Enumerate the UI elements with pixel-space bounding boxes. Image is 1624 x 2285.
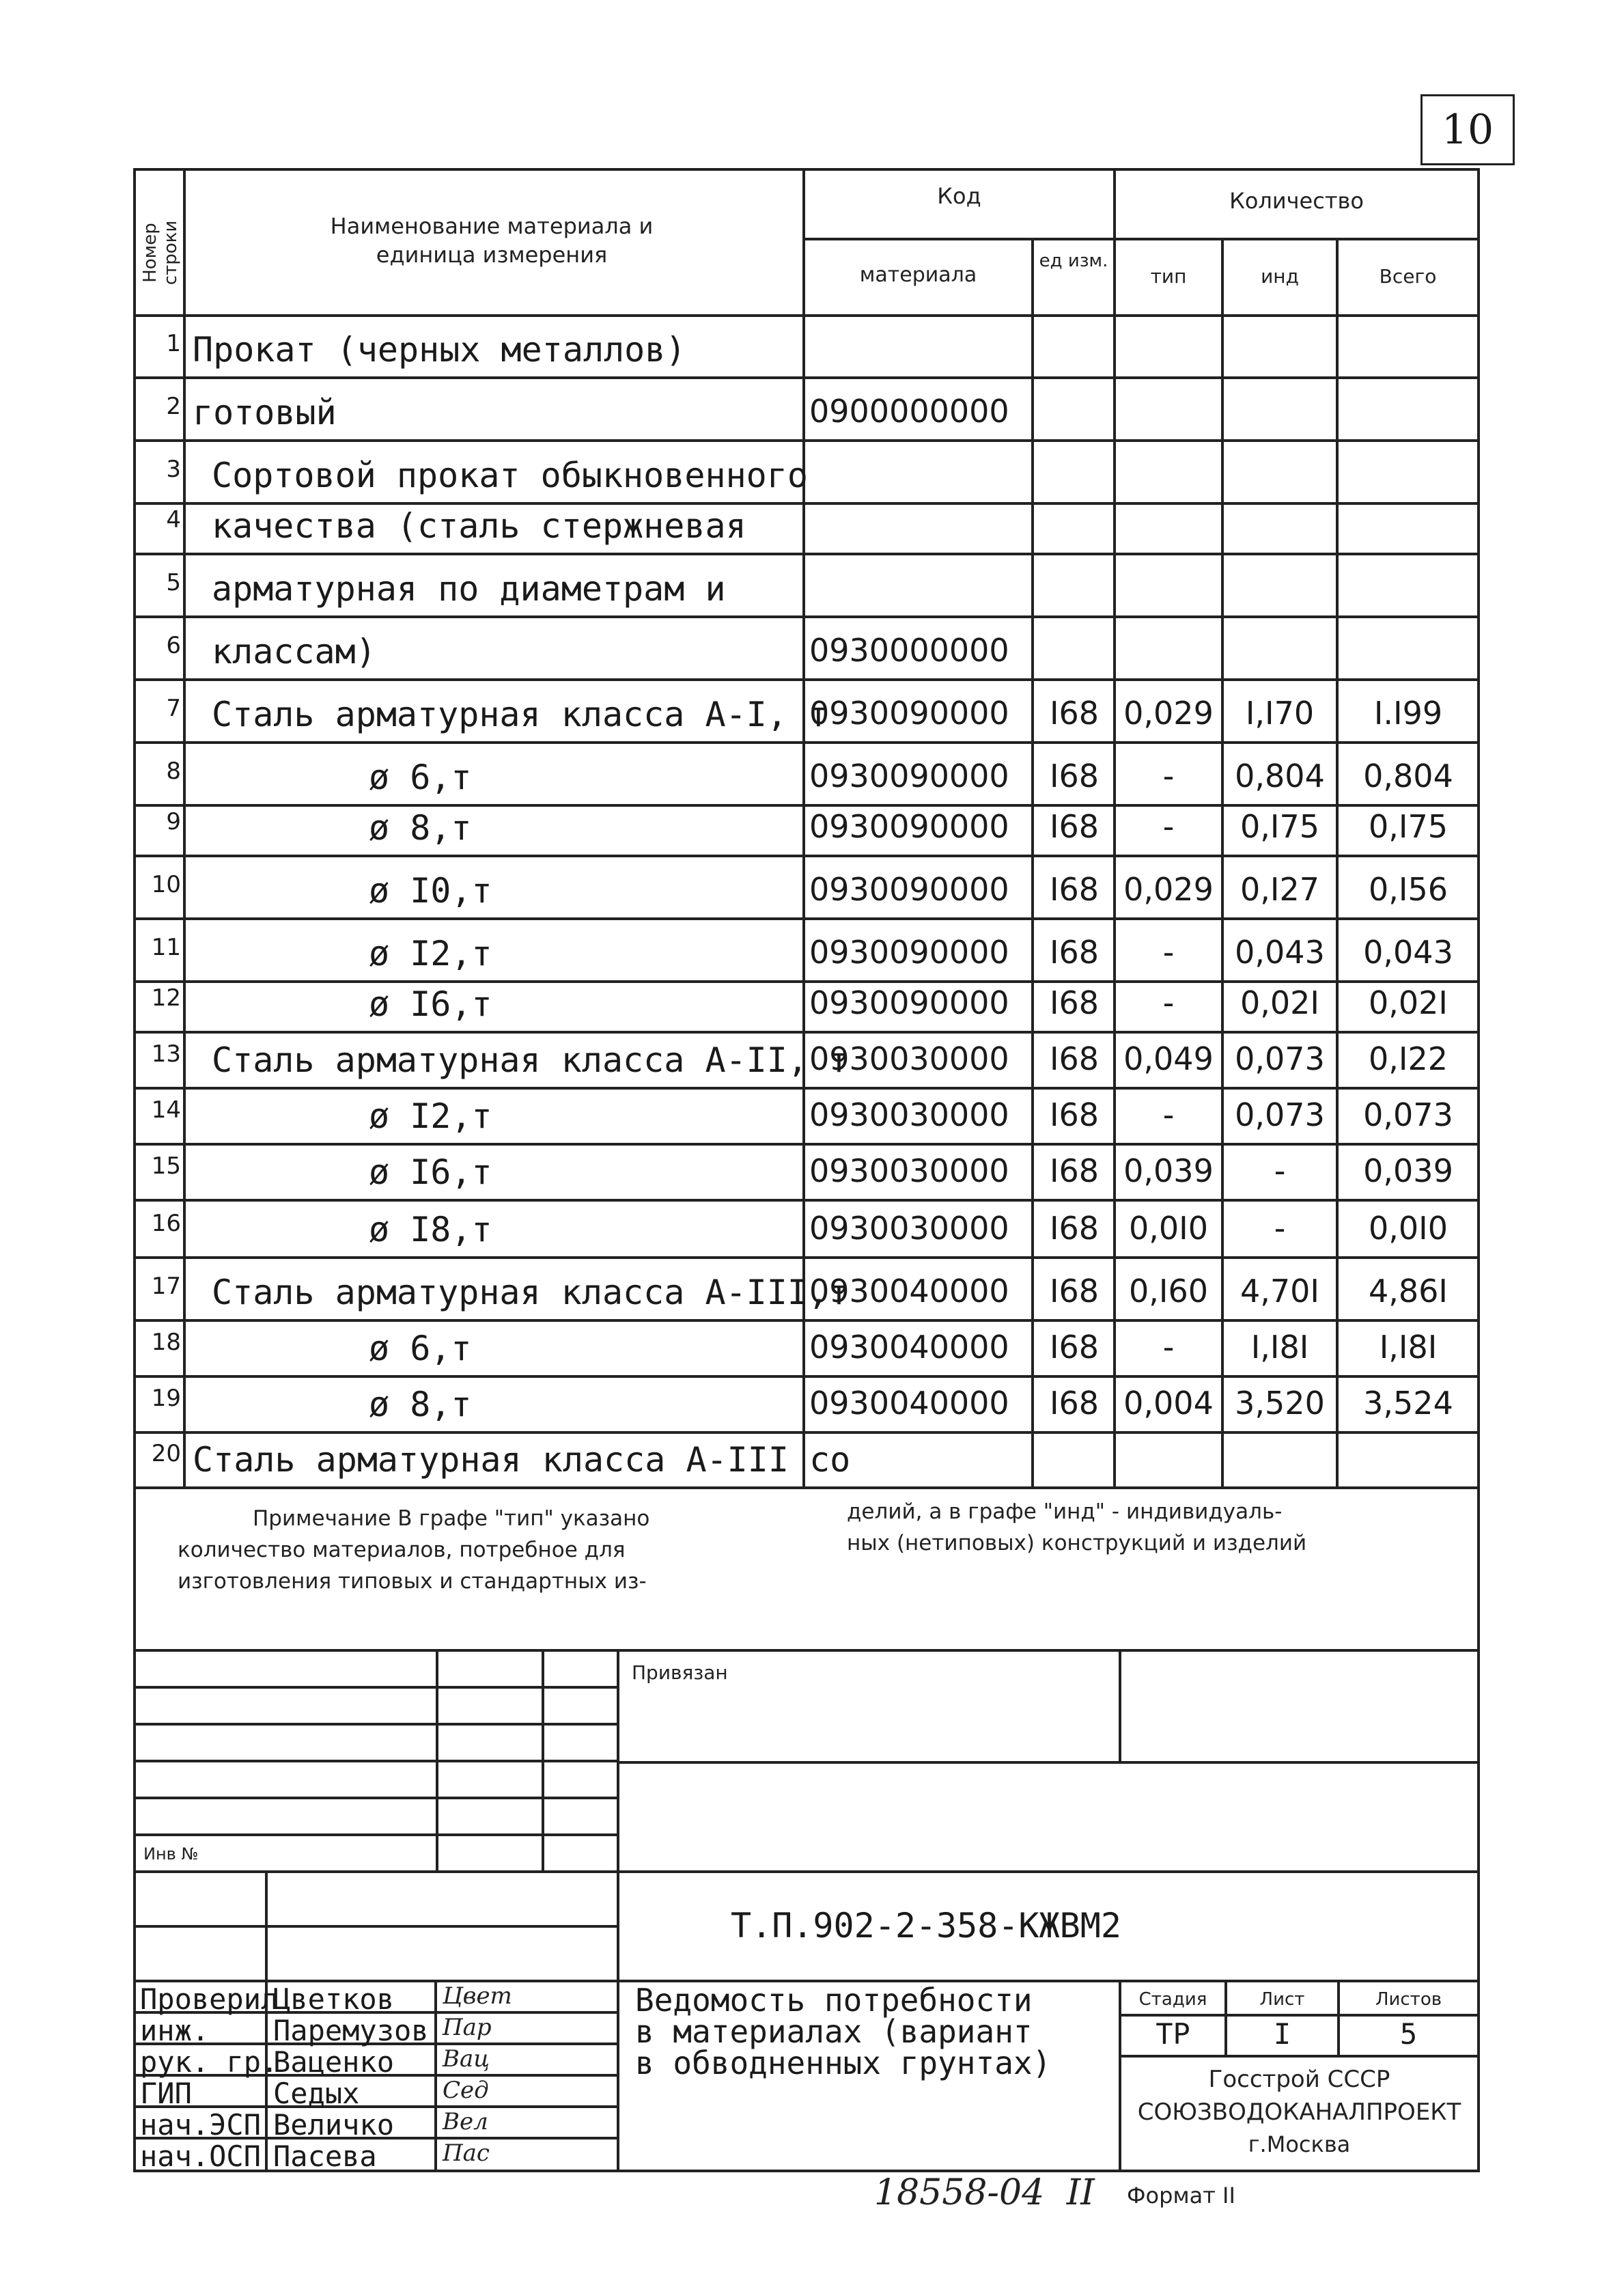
qty-type: - [1162, 1329, 1175, 1366]
row-number: 5 [166, 569, 181, 596]
row-number: 13 [151, 1040, 181, 1068]
unit-code: I68 [1049, 1040, 1100, 1077]
signature: Сед [443, 2077, 489, 2104]
qty-type: 0,029 [1123, 695, 1214, 732]
inventory-label: Инв № [143, 1844, 199, 1864]
qty-total: 3,524 [1363, 1385, 1453, 1422]
signer-role: ГИП [140, 2077, 192, 2110]
row-number: 8 [166, 758, 181, 785]
material-code: 0930000000 [809, 632, 1009, 669]
unit-code: I68 [1049, 984, 1100, 1021]
material-name: Сортовой прокат обыкновенного [212, 456, 808, 495]
qty-ind: 0,073 [1235, 1040, 1325, 1077]
bound-label: Привязан [632, 1661, 728, 1684]
qty-type: 0,039 [1123, 1152, 1214, 1189]
signature: Пар [443, 2014, 492, 2041]
stage-value: ТР [1156, 2017, 1190, 2051]
qty-type: - [1162, 984, 1175, 1021]
signer-name: Ваценко [273, 2045, 395, 2079]
stage-label: Стадия [1138, 1989, 1207, 2010]
material-name: ø I6,т [369, 1152, 492, 1192]
material-name: ø 6,т [369, 1329, 472, 1368]
material-code: 0930030000 [809, 1210, 1009, 1247]
qty-ind: 0,073 [1235, 1096, 1325, 1133]
qty-total: 0,039 [1363, 1152, 1453, 1189]
archive-number: 18558-04 II [874, 2172, 1095, 2213]
qty-ind: I,I70 [1245, 695, 1315, 732]
material-code: 0900000000 [809, 393, 1009, 430]
row-number: 7 [166, 695, 181, 722]
material-code: 0930090000 [809, 695, 1009, 732]
material-code: 0930040000 [809, 1329, 1009, 1366]
signer-role: нач.ОСП [140, 2139, 262, 2173]
signature: Вац [443, 2045, 490, 2073]
note-right: делий, а в графе "инд" - индивидуаль- ных (нетиповых) конструкций и изделий [847, 1499, 1307, 1555]
qty-total: I.I99 [1373, 695, 1443, 732]
signer-name: Пасева [273, 2139, 377, 2173]
row-number: 1 [166, 330, 181, 357]
unit-code: I68 [1049, 871, 1100, 908]
qty-ind: 0,043 [1235, 934, 1325, 971]
material-name: качества (сталь стержневая [212, 506, 746, 546]
signer-name: Величко [273, 2108, 395, 2142]
header-qty-type: тип [1150, 265, 1187, 288]
unit-code: I68 [1049, 1273, 1100, 1310]
header-code: Код [937, 183, 981, 209]
qty-type: 0,029 [1123, 871, 1214, 908]
row-number: 18 [151, 1329, 181, 1356]
unit-code: I68 [1049, 934, 1100, 971]
material-code: 0930090000 [809, 984, 1009, 1021]
qty-total: 0,I75 [1369, 808, 1448, 845]
qty-ind: - [1274, 1152, 1286, 1189]
qty-ind: 3,520 [1235, 1385, 1325, 1422]
document-title: Ведомость потребности в материалах (вариант в обводненных грунтах) [635, 1982, 1052, 2081]
sheet-label: Лист [1259, 1989, 1305, 2010]
qty-total: 0,0I0 [1369, 1210, 1448, 1247]
unit-code: I68 [1049, 1385, 1100, 1422]
qty-type: - [1162, 808, 1175, 845]
qty-type: - [1162, 758, 1175, 794]
material-code: 0930090000 [809, 871, 1009, 908]
qty-total: 4,86I [1369, 1273, 1448, 1310]
unit-code: I68 [1049, 808, 1100, 845]
qty-total: 0,I22 [1369, 1040, 1448, 1077]
sheets-label: Листов [1375, 1989, 1442, 2010]
signature: Пас [443, 2139, 490, 2167]
unit-code: I68 [1049, 1152, 1100, 1189]
signature: Вел [443, 2108, 488, 2135]
qty-total: I,I8I [1379, 1329, 1438, 1366]
qty-type: 0,0I0 [1129, 1210, 1208, 1247]
qty-total: 0,073 [1363, 1096, 1453, 1133]
qty-type: - [1162, 1096, 1175, 1133]
unit-code: I68 [1049, 1210, 1100, 1247]
qty-ind: 4,70I [1240, 1273, 1319, 1310]
row-number: 19 [151, 1385, 181, 1412]
organization: Госстрой СССР СОЮЗВОДОКАНАЛПРОЕКТ г.Москва [1137, 2066, 1461, 2157]
material-name: Сталь арматурная класса А-I, т [212, 695, 829, 734]
unit-code: I68 [1049, 695, 1100, 732]
header-material-name: Наименование материала и единица измерения [330, 213, 654, 268]
material-name: ø 8,т [369, 1385, 472, 1424]
material-name: готовый [193, 393, 337, 432]
signer-role: инж. [140, 2014, 210, 2047]
unit-code: I68 [1049, 1096, 1100, 1133]
row-number: 16 [151, 1210, 181, 1237]
material-name: ø 8,т [369, 808, 472, 848]
signer-role: нач.ЭСП [140, 2108, 262, 2142]
row-number: 11 [151, 934, 181, 961]
row-number: 2 [166, 393, 181, 420]
qty-ind: 0,804 [1235, 758, 1325, 794]
material-code: 0930090000 [809, 758, 1009, 794]
signer-role: рук. гр. [140, 2045, 279, 2079]
row-number: 6 [166, 632, 181, 659]
qty-ind: 0,I75 [1240, 808, 1319, 845]
sheets-value: 5 [1399, 2017, 1418, 2051]
material-name: ø 6,т [369, 758, 472, 797]
material-code: 0930040000 [809, 1273, 1009, 1310]
qty-total: 0,043 [1363, 934, 1453, 971]
qty-type: 0,I60 [1129, 1273, 1208, 1310]
header-code-unit: ед изм. [1039, 251, 1108, 271]
material-code: 0930030000 [809, 1096, 1009, 1133]
qty-ind: 0,I27 [1240, 871, 1319, 908]
qty-total: 0,804 [1363, 758, 1453, 794]
row-number: 14 [151, 1096, 181, 1124]
header-qty-ind: инд [1261, 265, 1299, 288]
header-row-number: Номер строки [140, 220, 181, 286]
qty-type: 0,049 [1123, 1040, 1214, 1077]
material-code: 0930090000 [809, 934, 1009, 971]
unit-code: I68 [1049, 758, 1100, 794]
row-number: 10 [151, 871, 181, 898]
signature: Цвет [443, 1982, 512, 2010]
header-quantity: Количество [1229, 188, 1364, 214]
note-left: Примечание В графе "тип" указано количество материалов, потребное для изготовления типовых и стандартных из- [178, 1506, 650, 1594]
header-code-material: материала [859, 263, 977, 287]
qty-type: - [1162, 934, 1175, 971]
header-qty-total: Всего [1379, 265, 1437, 288]
unit-code: I68 [1049, 1329, 1100, 1366]
material-name: Сталь арматурная класса А-III со [193, 1440, 851, 1480]
row-number: 20 [151, 1440, 181, 1467]
material-name: ø I0,т [369, 871, 492, 911]
material-name: Сталь арматурная класса А-II, т [212, 1040, 850, 1080]
material-name: Сталь арматурная класса А-III,т [212, 1273, 850, 1312]
material-name: ø I6,т [369, 984, 492, 1024]
row-number: 12 [151, 984, 181, 1012]
material-name: классам) [212, 632, 376, 671]
document-code: Т.П.902-2-358-КЖВМ2 [731, 1906, 1121, 1945]
signer-name: Цветков [273, 1982, 395, 2016]
material-name: Прокат (черных металлов) [193, 330, 686, 370]
page-number-mark: 10 [1420, 94, 1515, 165]
signer-role: Проверил [140, 1982, 279, 2016]
qty-type: 0,004 [1123, 1385, 1214, 1422]
signer-name: Паремузов [273, 2014, 429, 2047]
row-number: 3 [166, 456, 181, 483]
material-code: 0930040000 [809, 1385, 1009, 1422]
qty-total: 0,02I [1369, 984, 1448, 1021]
material-name: арматурная по диаметрам и [212, 569, 726, 609]
material-name: ø I8,т [369, 1210, 492, 1249]
format-label: Формат II [1127, 2183, 1235, 2208]
row-number: 4 [166, 506, 181, 534]
row-number: 9 [166, 808, 181, 835]
row-number: 15 [151, 1152, 181, 1180]
signer-name: Седых [273, 2077, 360, 2110]
material-name: ø I2,т [369, 1096, 492, 1136]
material-code: 0930030000 [809, 1152, 1009, 1189]
qty-ind: 0,02I [1240, 984, 1319, 1021]
qty-total: 0,I56 [1369, 871, 1448, 908]
material-name: ø I2,т [369, 934, 492, 973]
material-code: 0930090000 [809, 808, 1009, 845]
row-number: 17 [151, 1273, 181, 1300]
qty-ind: I,I8I [1250, 1329, 1309, 1366]
qty-ind: - [1274, 1210, 1286, 1247]
material-code: 0930030000 [809, 1040, 1009, 1077]
sheet-value: I [1273, 2017, 1291, 2051]
